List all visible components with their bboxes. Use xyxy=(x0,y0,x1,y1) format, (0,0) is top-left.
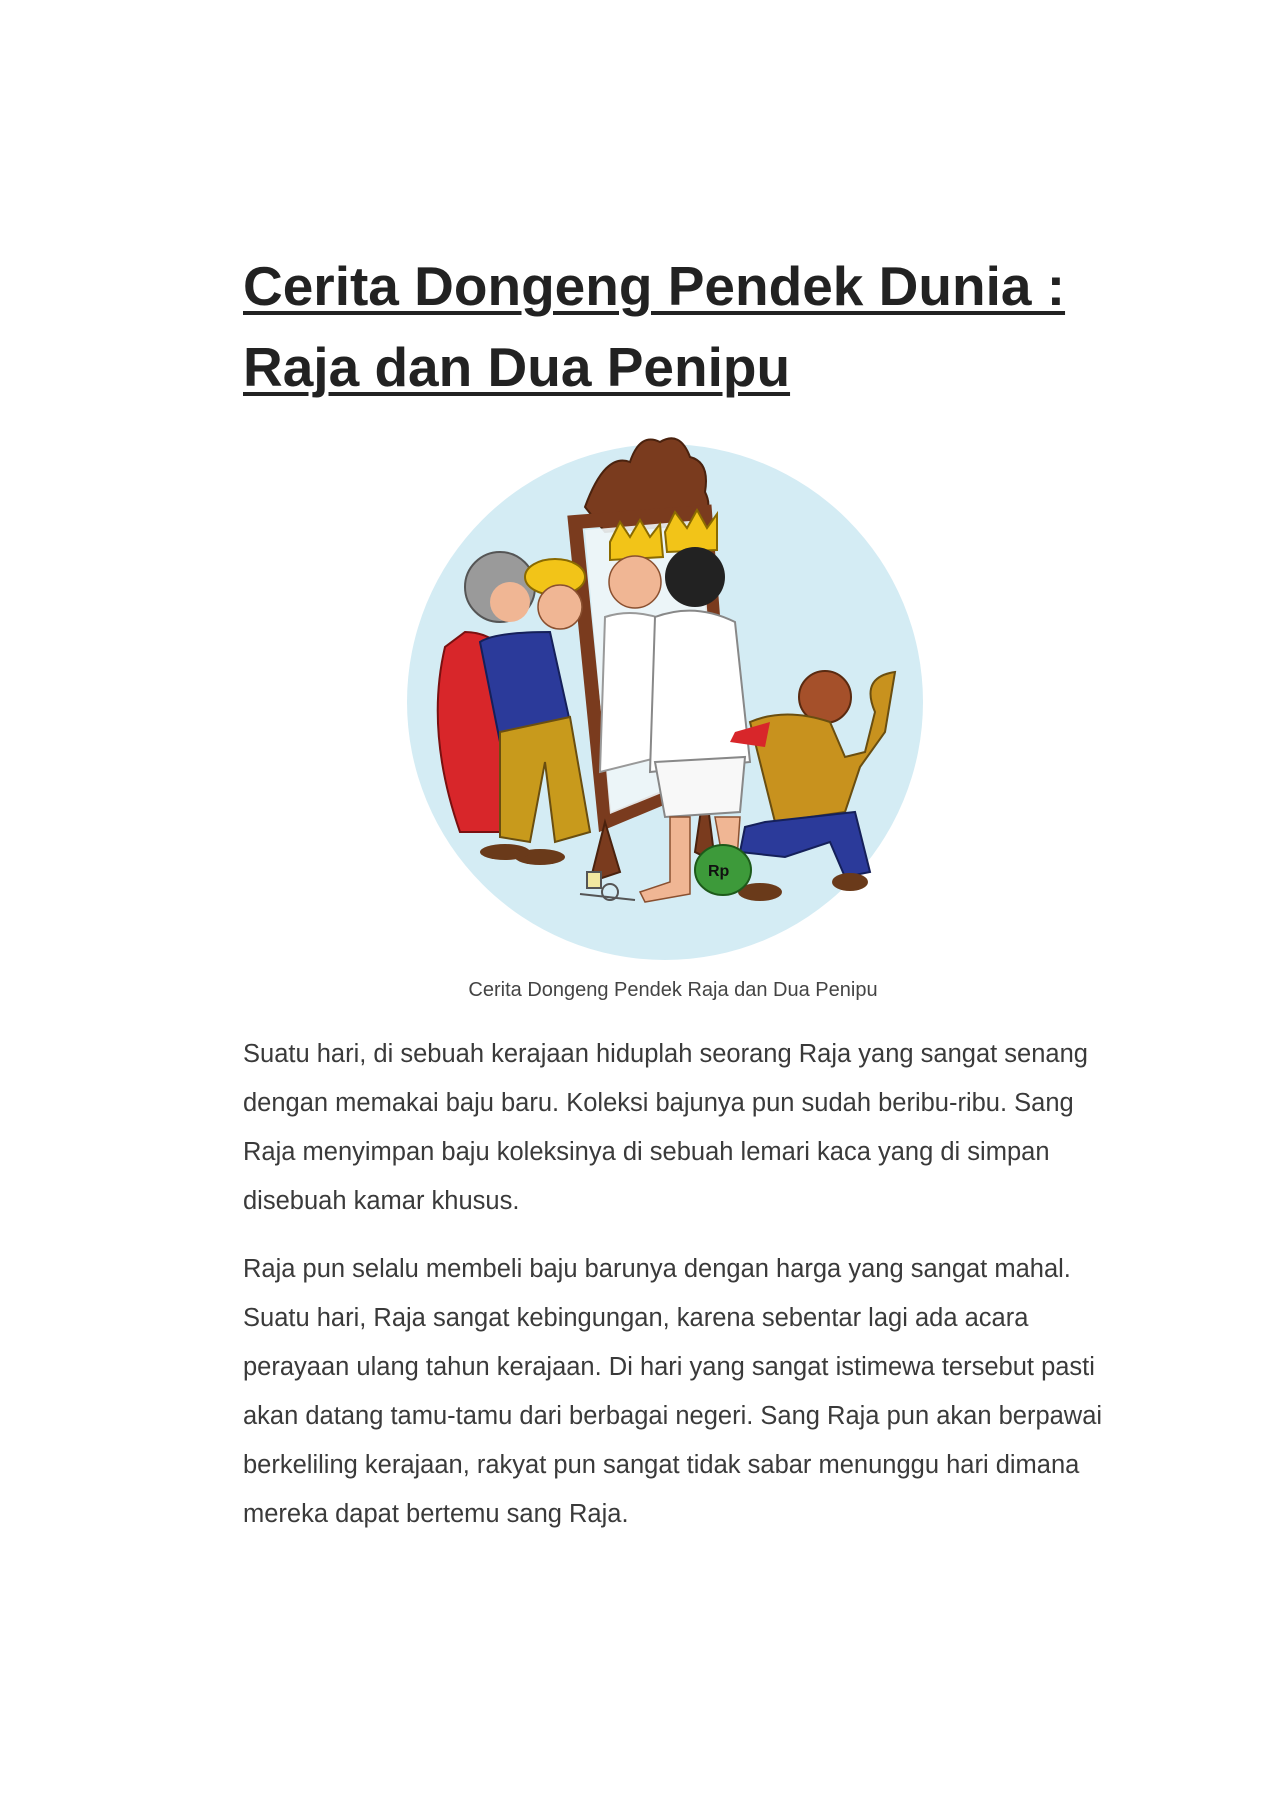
money-bag xyxy=(695,845,751,895)
title-line-1: Cerita Dongeng Pendek Dunia : xyxy=(243,255,1066,317)
paragraph-2: Raja pun selalu membeli baju barunya dengan harga yang sangat mahal. Suatu hari, Raja sangat kebingungan, karena sebentar lagi ada acara perayaan ulang tahun kerajaan. Di hari yang sangat istimewa tersebut pasti akan datang tamu-tamu dari berbagai negeri. Sang Raja pun akan berpawai berkeliling kerajaan, rakyat pun sangat tidak sabar menunggu hari dimana mereka dapat bertemu sang Raja. xyxy=(243,1255,1103,1528)
page-title xyxy=(243,246,1103,408)
story-illustration xyxy=(405,432,925,972)
money-label: Rp xyxy=(708,863,730,880)
title-line-2: Raja dan Dua Penipu xyxy=(243,336,791,398)
paragraph-1: Suatu hari, di sebuah kerajaan hiduplah seorang Raja yang sangat senang dengan memakai baju baru. Koleksi bajunya pun sudah beribu-ribu. Sang Raja menyimpan baju koleksinya di sebuah lemari kaca yang di simpan disebuah kamar khusus. xyxy=(243,1040,1088,1215)
image-caption: Cerita Dongeng Pendek Raja dan Dua Penipu xyxy=(468,979,878,1001)
